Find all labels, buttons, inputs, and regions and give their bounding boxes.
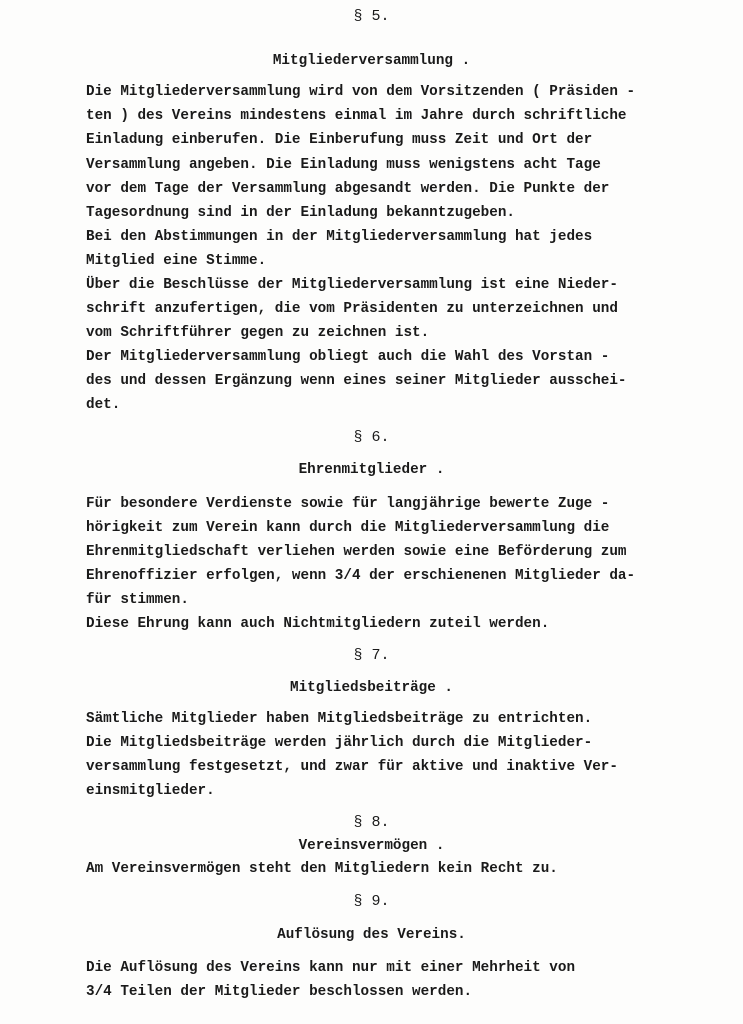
section-title: Ehrenmitglieder . xyxy=(298,462,445,478)
text-line: det. xyxy=(86,397,121,413)
text-line: für stimmen. xyxy=(86,592,189,608)
text-line: ten ) des Vereins mindestens einmal im Jahre durch schriftliche xyxy=(86,108,627,124)
text-line: Der Mitgliederversammlung obliegt auch die Wahl des Vorstan - xyxy=(86,349,610,365)
text-line: Die Mitgliederversammlung wird von dem Vorsitzenden ( Präsiden - xyxy=(86,84,636,100)
text-line: schrift anzufertigen, die vom Präsidenten zu unterzeichnen und xyxy=(86,301,618,317)
text-line: Die Auflösung des Vereins kann nur mit einer Mehrheit von xyxy=(86,960,576,976)
text-line: Über die Beschlüsse der Mitgliederversammlung ist eine Nieder- xyxy=(86,277,618,293)
text-line: Tagesordnung sind in der Einladung bekanntzugeben. xyxy=(86,205,515,221)
text-line: Am Vereinsvermögen steht den Mitgliedern kein Recht zu. xyxy=(86,861,558,877)
section-number: § 7. xyxy=(353,647,390,664)
section-number: § 6. xyxy=(353,429,390,446)
section-number: § 9. xyxy=(353,893,390,910)
text-line: einsmitglieder. xyxy=(86,783,215,799)
text-line: Für besondere Verdienste sowie für langjährige bewerte Zuge - xyxy=(86,496,610,512)
text-line: Ehrenoffizier erfolgen, wenn 3/4 der erschienenen Mitglieder da- xyxy=(86,568,636,584)
section-number: § 5. xyxy=(353,8,390,25)
text-line: Mitglied eine Stimme. xyxy=(86,253,267,269)
text-line: vor dem Tage der Versammlung abgesandt werden. Die Punkte der xyxy=(86,181,610,197)
section-title: Mitgliederversammlung . xyxy=(272,53,471,69)
text-line: Einladung einberufen. Die Einberufung muss Zeit und Ort der xyxy=(86,132,593,148)
text-line: Bei den Abstimmungen in der Mitgliederversammlung hat jedes xyxy=(86,229,593,245)
text-line: vom Schriftführer gegen zu zeichnen ist. xyxy=(86,325,430,341)
section-number: § 8. xyxy=(353,814,390,831)
text-line: Die Mitgliedsbeiträge werden jährlich durch die Mitglieder- xyxy=(86,735,593,751)
text-line: Diese Ehrung kann auch Nichtmitgliedern zuteil werden. xyxy=(86,616,550,632)
text-line: hörigkeit zum Verein kann durch die Mitgliederversammlung die xyxy=(86,520,610,536)
text-line: Ehrenmitgliedschaft verliehen werden sowie eine Beförderung zum xyxy=(86,544,627,560)
text-line: Sämtliche Mitglieder haben Mitgliedsbeiträge zu entrichten. xyxy=(86,711,593,727)
section-title: Auflösung des Vereins. xyxy=(277,927,466,943)
text-line: Versammlung angeben. Die Einladung muss wenigstens acht Tage xyxy=(86,157,601,173)
text-line: 3/4 Teilen der Mitglieder beschlossen werden. xyxy=(86,984,473,1000)
section-title: Mitgliedsbeiträge . xyxy=(289,680,453,696)
text-line: versammlung festgesetzt, und zwar für aktive und inaktive Ver- xyxy=(86,759,618,775)
section-title: Vereinsvermögen . xyxy=(298,838,445,854)
text-line: des und dessen Ergänzung wenn eines seiner Mitglieder ausschei- xyxy=(86,373,627,389)
